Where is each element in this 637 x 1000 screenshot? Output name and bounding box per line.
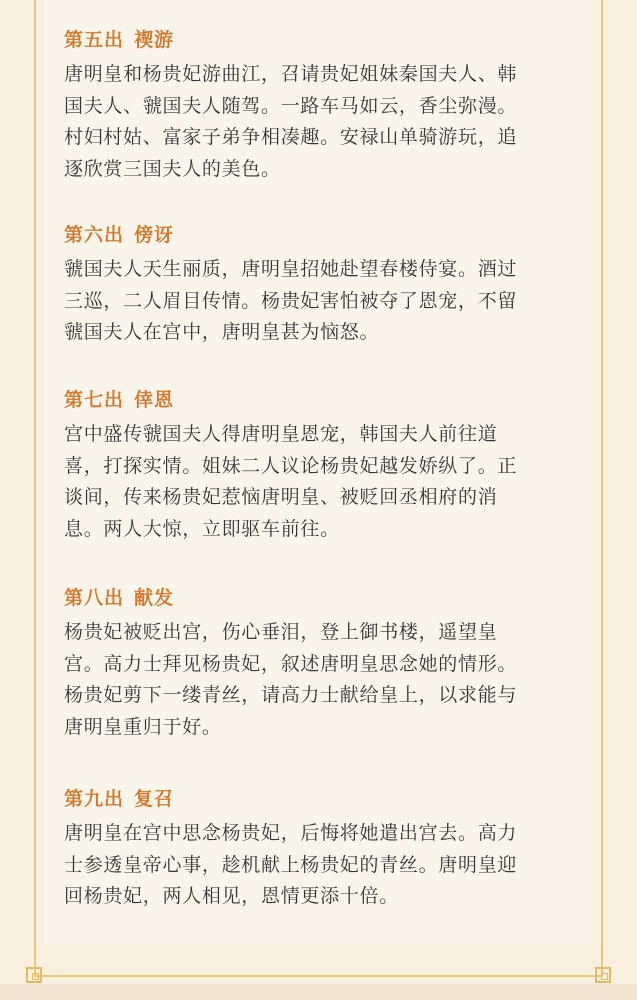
frame-border-left xyxy=(34,0,36,975)
section-body xyxy=(64,617,584,743)
body-line: 逐欣赏三国夫人的美色。 xyxy=(64,157,281,180)
body-line: 喜，打探实情。姐妹二人议论杨贵妃越发娇纵了。正 xyxy=(64,454,518,477)
frame-border-bottom xyxy=(34,975,603,977)
body-line: 杨贵妃被贬出宫，伤心垂泪，登上御书楼，遥望皇 xyxy=(64,621,498,643)
section-number: 第九出 xyxy=(64,788,125,810)
body-line: 回杨贵妃，两人相见，恩情更添十倍。 xyxy=(64,885,399,907)
body-line: 宫中盛传虢国夫人得唐明皇恩宠，韩国夫人前往道 xyxy=(64,423,498,445)
frame-border-right xyxy=(601,0,603,975)
section-title: 傍讶 xyxy=(134,224,175,246)
body-line: 国夫人、虢国夫人随驾。一路车马如云，香尘弥漫。 xyxy=(64,94,518,117)
body-line: 谈间，传来杨贵妃惹恼唐明皇、被贬回丞相府的消 xyxy=(64,486,498,508)
section-heading xyxy=(64,222,584,248)
section-number: 第七出 xyxy=(64,389,125,411)
section-body xyxy=(64,419,584,545)
bottom-strip xyxy=(0,984,637,1000)
section-5 xyxy=(64,27,584,185)
section-number: 第八出 xyxy=(64,587,125,609)
section-heading xyxy=(64,27,584,53)
body-line: 唐明皇和杨贵妃游曲江，召请贵妃姐妹秦国夫人、韩 xyxy=(64,63,518,85)
section-9 xyxy=(64,786,584,913)
section-title: 献发 xyxy=(134,587,175,609)
section-number: 第六出 xyxy=(64,224,125,246)
section-7 xyxy=(64,387,584,545)
section-6 xyxy=(64,222,584,349)
body-line: 杨贵妃剪下一缕青丝，请高力士献给皇上，以求能与 xyxy=(64,684,518,706)
section-heading xyxy=(64,786,584,812)
body-line: 唐明皇在宫中思念杨贵妃，后悔将她遣出宫去。高力 xyxy=(64,822,518,844)
body-line: 息。两人大惊，立即驱车前往。 xyxy=(64,517,340,540)
section-body xyxy=(64,254,584,349)
section-title: 倖恩 xyxy=(134,389,175,411)
section-number: 第五出 xyxy=(64,29,125,51)
body-line: 三巡，二人眉目传情。杨贵妃害怕被夺了恩宠，不留 xyxy=(64,289,518,312)
section-title: 禊游 xyxy=(134,29,175,51)
section-heading xyxy=(64,585,584,611)
body-line: 士参透皇帝心事，趁机献上杨贵妃的青丝。唐明皇迎 xyxy=(64,853,518,876)
body-line: 唐明皇重归于好。 xyxy=(64,715,222,738)
section-heading xyxy=(64,387,584,413)
body-line: 宫。高力士拜见杨贵妃，叙述唐明皇思念她的情形。 xyxy=(64,652,518,675)
corner-ornament-right xyxy=(595,967,611,983)
section-8 xyxy=(64,585,584,743)
content-panel xyxy=(44,0,592,944)
body-line: 虢国夫人在宫中，唐明皇甚为恼怒。 xyxy=(64,321,380,343)
body-line: 村妇村姑、富家子弟争相凑趣。安禄山单骑游玩，追 xyxy=(64,126,518,148)
section-title: 复召 xyxy=(134,788,175,810)
corner-ornament-left xyxy=(26,967,42,983)
section-body xyxy=(64,818,584,913)
section-body xyxy=(64,59,584,185)
body-line: 虢国夫人天生丽质，唐明皇招她赴望春楼侍宴。酒过 xyxy=(64,258,518,280)
